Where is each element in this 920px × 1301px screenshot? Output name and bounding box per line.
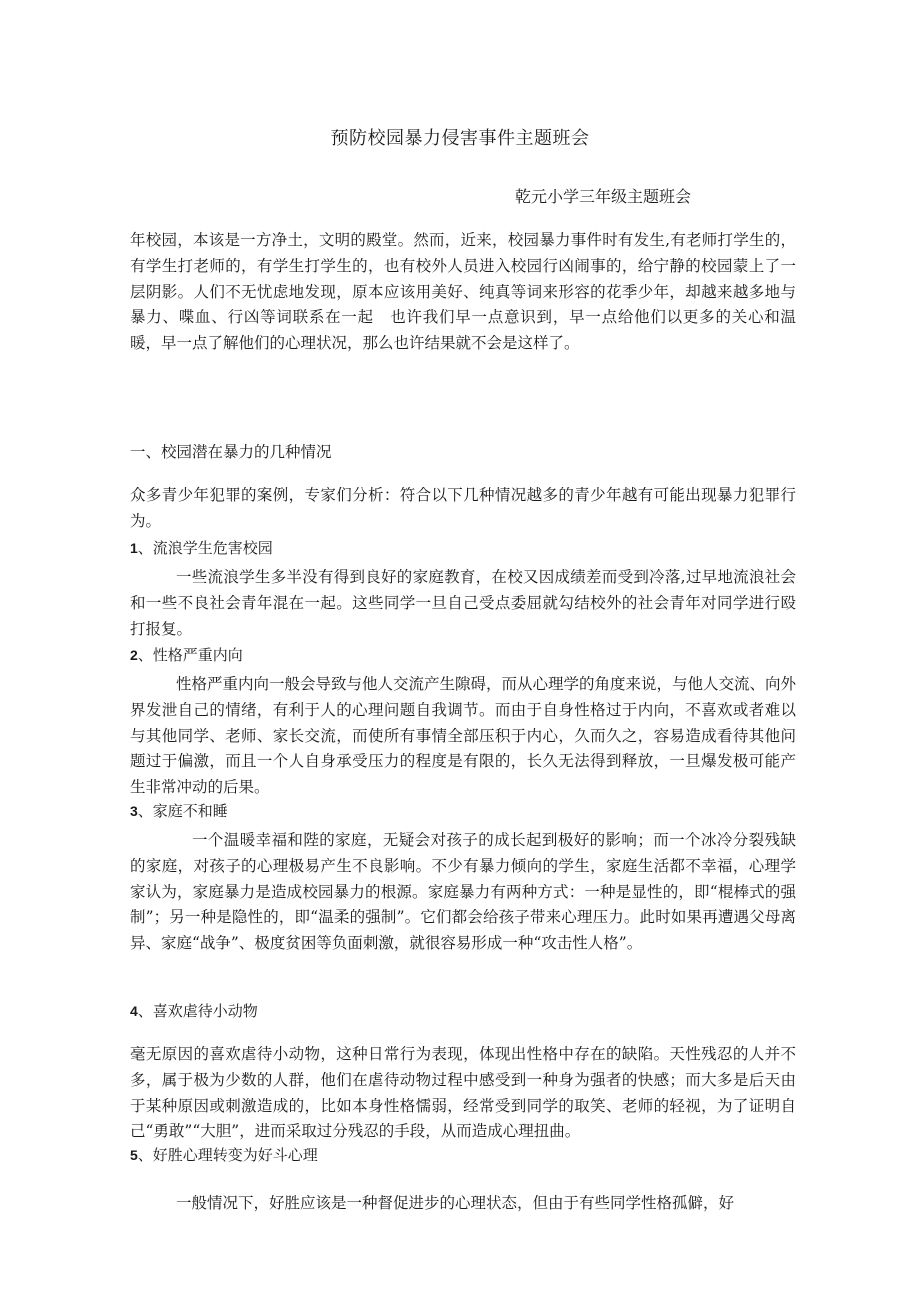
item-1-heading xyxy=(130,537,273,558)
item-5-heading xyxy=(130,1144,318,1165)
item-3-heading xyxy=(130,800,228,821)
section-heading: 一、校园潜在暴力的几种情况 xyxy=(130,443,332,461)
item-4-body: 毫无原因的喜欢虐待小动物，这种日常行为表现，体现出性格中存在的缺陷。天性残忍的人并不多，属于极为少数的人群，他们在虐待动物过程中感受到一种身为强者的快感；而大多是后天由于某种原因或刺激造成的，比如本身性格懦弱，经常受到同学的取笑、老师的轻视，为了证明自己“勇敢”“大胆”，进而采取过分残忍的手段，从而造成心理扭曲。 xyxy=(130,1045,796,1141)
item-3-title: 、家庭不和睡 xyxy=(137,802,228,820)
item-4-heading xyxy=(130,1000,258,1021)
page-subtitle: 乾元小学三年级主题班会 xyxy=(515,187,692,206)
item-4-number: 4 xyxy=(130,1003,138,1019)
item-1-title: 、流浪学生危害校园 xyxy=(137,539,273,557)
item-5-body: 一般情况下，好胜应该是一种督促进步的心理状态，但由于有些同学性格孤僻，好 xyxy=(176,1194,735,1212)
item-2-body: 性格严重内向一般会导致与他人交流产生隙碍，而从心理学的角度来说，与他人交流、向外界发泄自己的情绪，有利于人的心理问题自我调节。而由于自身性格过于内向，不喜欢或者难以与其他同学、老师、家长交流，而使所有事情全部压积于内心，久而久之，容易造成看待其他问题过于偏激，而且一个人自身承受压力的程度是有限的，长久无法得到释放，一旦爆发极可能产生非常冲动的后果。 xyxy=(130,675,797,797)
item-2-title: 、性格严重内向 xyxy=(137,646,243,664)
item-3-body: 一个温暖幸福和陛的家庭，无疑会对孩子的成长起到极好的影响；而一个冰冷分裂残缺的家庭，对孩子的心理极易产生不良影响。不少有暴力倾向的学生，家庭生活都不幸福，心理学家认为，家庭暴力是造成校园暴力的根源。家庭暴力有两种方式：一种是显性的，即“棍棒式的强制”；另一种是隐性的，即“温柔的强制”。它们都会给孩子带来心理压力。此时如果再遭遇父母离异、家庭“战争”、极度贫困等负面刺激，就很容易形成一种“攻击性人格”。 xyxy=(130,831,796,953)
intro-paragraph: 年校园，本该是一方净土，文明的殿堂。然而，近来，校园暴力事件时有发生,有老师打学生的，有学生打老师的，有学生打学生的，也有校外人员进入校园行凶闹事的，给宁静的校园蒙上了一层阴影。人们不无忧虑地发现，原本应该用美好、纯真等词来形容的花季少年，却越来越多地与暴力、喋血、行凶等词联系在一起 也许我们早一点意识到，早一点给他们以更多的关心和温暖，早一点了解他们的心理状况，那么也许结果就不会是这样了。 xyxy=(130,231,796,353)
item-5-title: 、好胜心理转变为好斗心理 xyxy=(137,1146,318,1164)
item-1-body: 一些流浪学生多半没有得到良好的家庭教育，在校又因成绩差而受到冷落,过早地流浪社会和一些不良社会青年混在一起。这些同学一旦自己受点委屈就勾结校外的社会青年对同学进行殴打报复。 xyxy=(130,568,796,638)
item-2-number: 2 xyxy=(130,647,138,663)
item-4-title: 、喜欢虐待小动物 xyxy=(137,1002,258,1020)
item-5-number: 5 xyxy=(130,1147,138,1163)
item-1-number: 1 xyxy=(130,540,138,556)
section-intro-paragraph: 众多青少年犯罪的案例，专家们分析：符合以下几种情况越多的青少年越有可能出现暴力犯罪行为。 xyxy=(130,486,796,530)
page-title: 预防校园暴力侵害事件主题班会 xyxy=(330,128,590,149)
item-3-number: 3 xyxy=(130,803,138,819)
item-2-heading xyxy=(130,644,243,665)
